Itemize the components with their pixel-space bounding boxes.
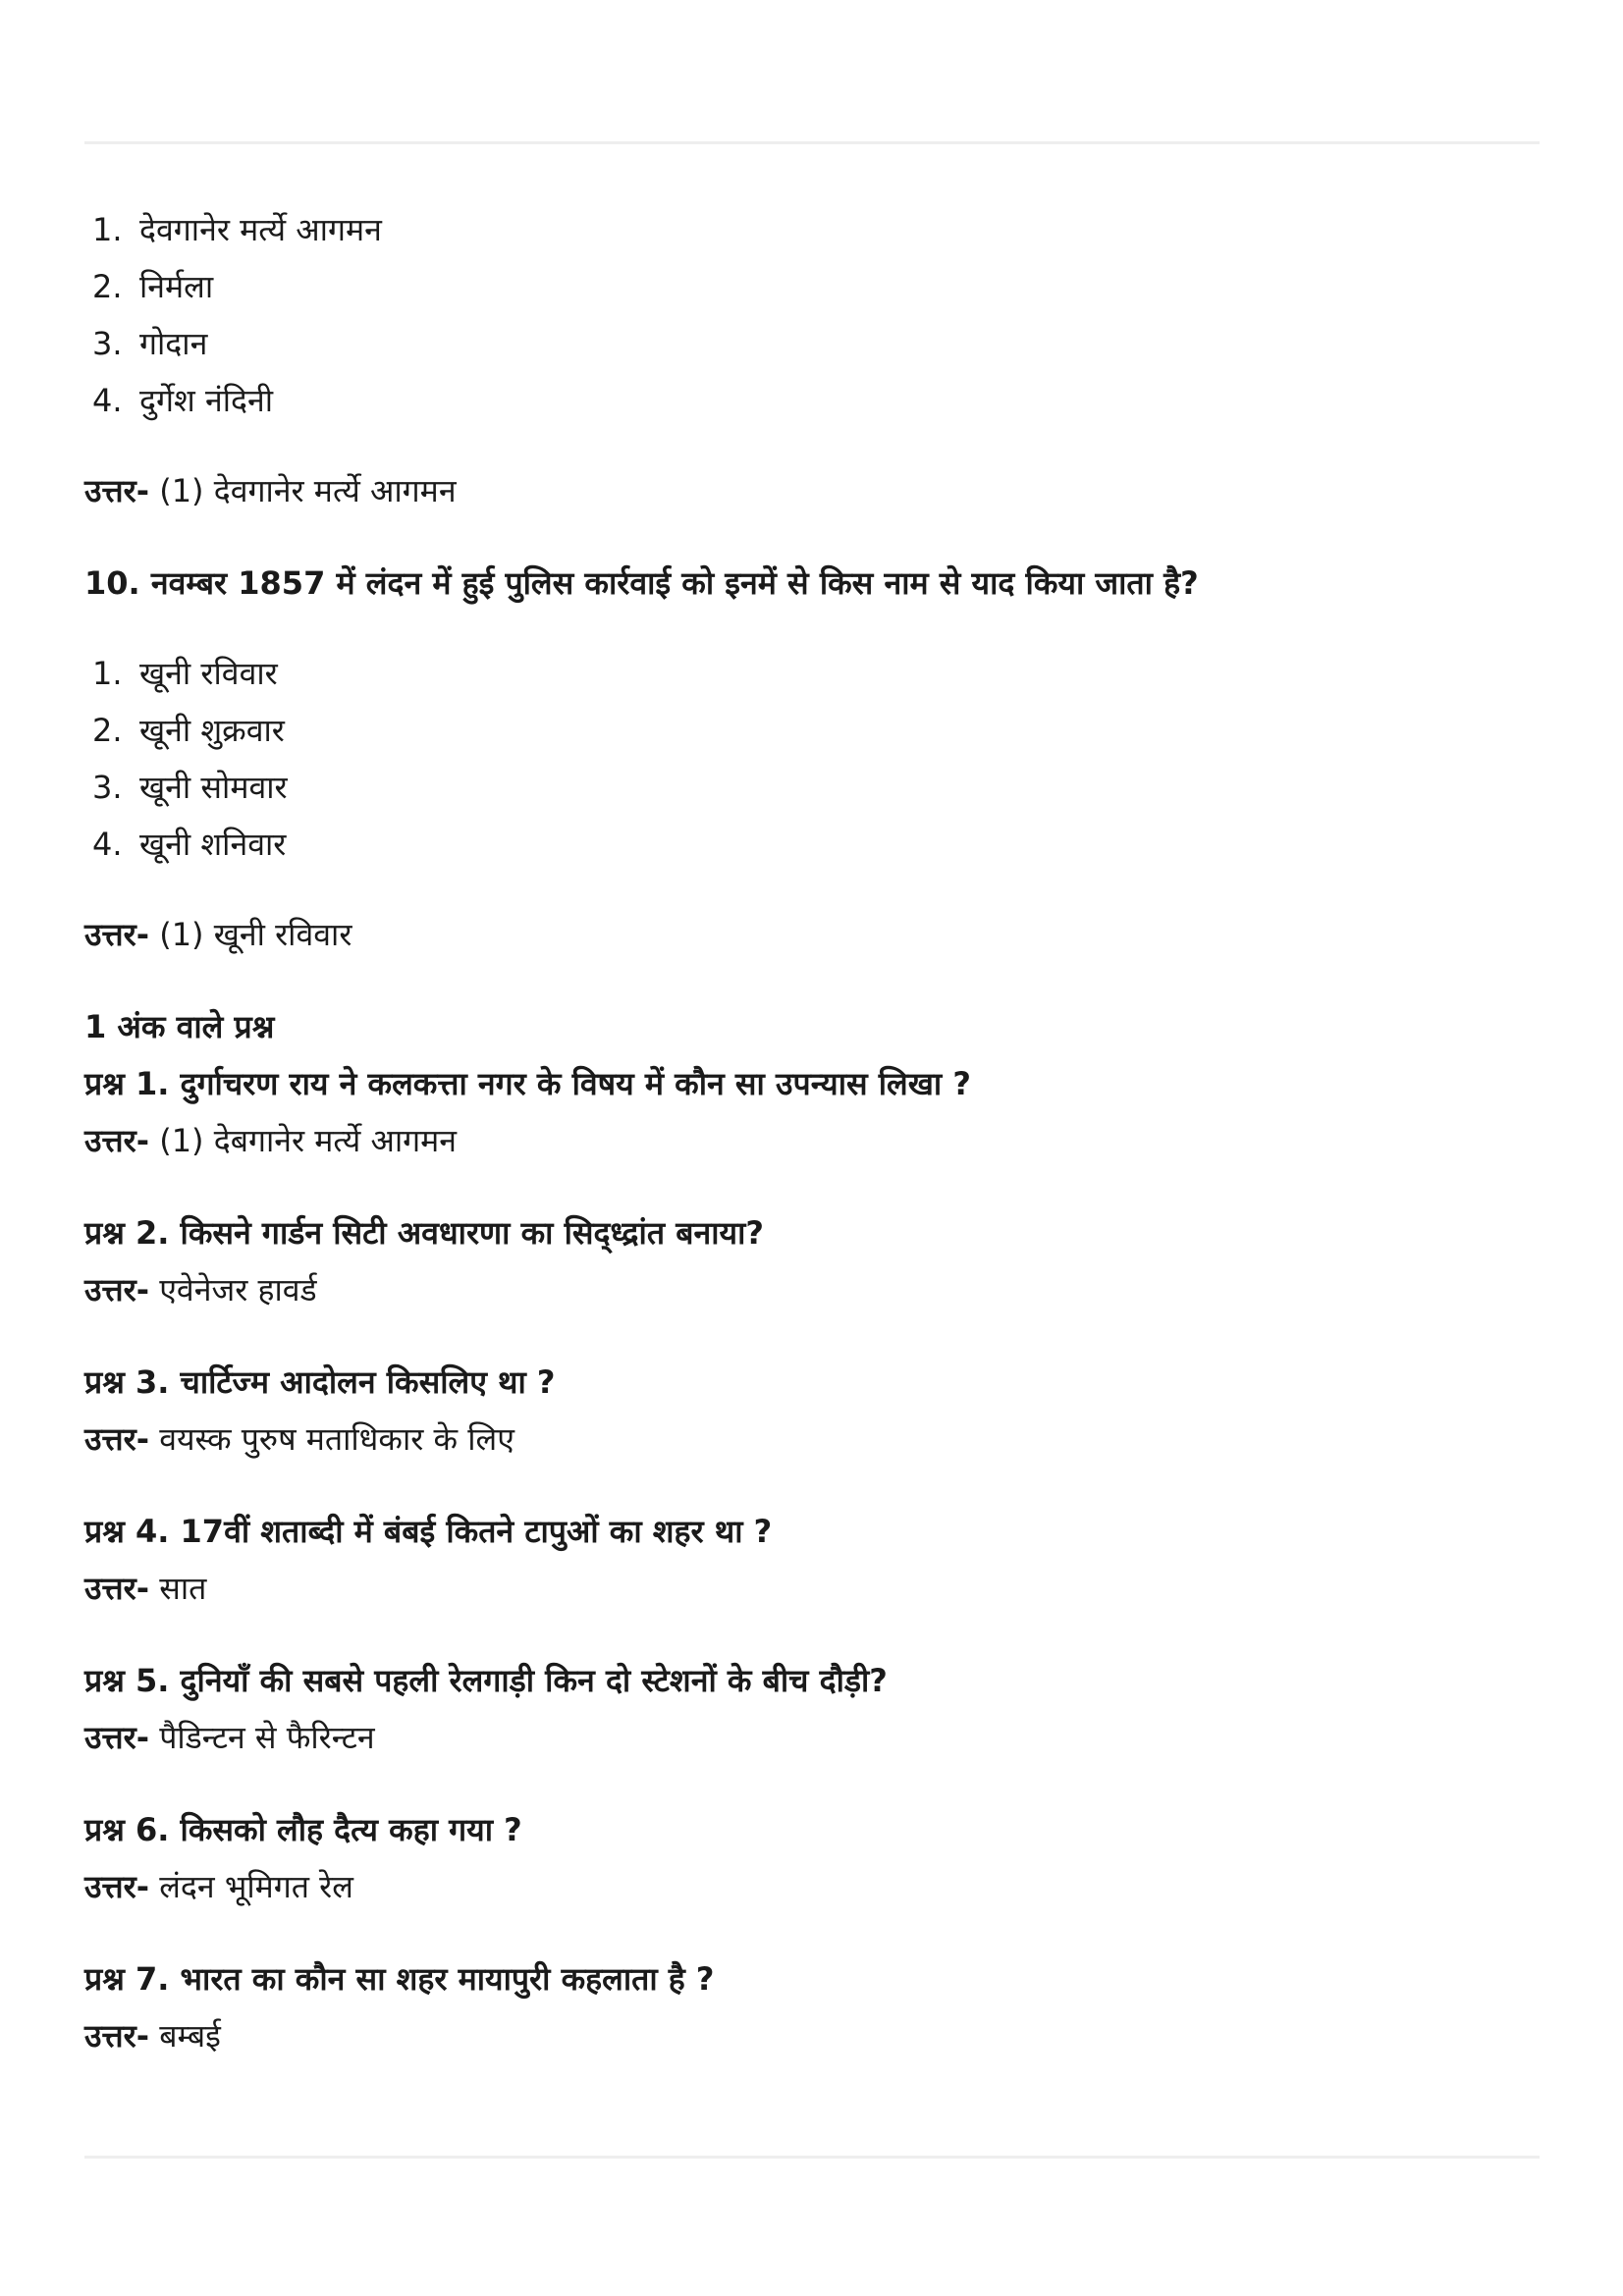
one-mark-question-6: प्रश्न 6. किसको लौह दैत्य कहा गया ? — [84, 1811, 522, 1848]
q10-option-2: 2. खूनी शुक्रवार — [92, 712, 285, 749]
one-mark-question-3: प्रश्न 3. चार्टिज्म आदोलन किसलिए था ? — [84, 1363, 556, 1401]
top-divider — [84, 141, 1540, 144]
one-mark-question-5: प्रश्न 5. दुनियाँ की सबसे पहली रेलगाड़ी किन दो स्टेशनों के बीच दौड़ी? — [84, 1662, 888, 1699]
q10-question: 10. नवम्बर 1857 में लंदन में हुई पुलिस कार्रवाई को इनमें से किस नाम से याद किया जाता है? — [84, 564, 1199, 602]
section-heading: 1 अंक वाले प्रश्न — [84, 1008, 275, 1045]
one-mark-answer-5: उत्तर- पैडिन्टन से फैरिन्टन — [84, 1719, 375, 1756]
one-mark-answer-7: उत्तर- बम्बई — [84, 2017, 221, 2055]
q10-answer: उत्तर- (1) खूनी रविवार — [84, 916, 352, 953]
one-mark-answer-3: उत्तर- वयस्क पुरुष मताधिकार के लिए — [84, 1420, 514, 1458]
one-mark-answer-4: उत्तर- सात — [84, 1570, 207, 1607]
one-mark-answer-2: उत्तर- एवेनेजर हावर्ड — [84, 1271, 317, 1308]
one-mark-question-2: प्रश्न 2. किसने गार्डन सिटी अवधारणा का सिद्ध्द्रांत बनाया? — [84, 1214, 764, 1252]
q9-answer: उत्तर- (1) देवगानेर मर्त्ये आगमन — [84, 472, 457, 509]
q9-option-4: 4. दुर्गेश नंदिनी — [92, 382, 274, 419]
q9-option-3: 3. गोदान — [92, 325, 208, 362]
q9-option-1: 1. देवगानेर मर्त्ये आगमन — [92, 211, 382, 248]
one-mark-question-1: प्रश्न 1. दुर्गाचरण राय ने कलकत्ता नगर के विषय में कौन सा उपन्यास लिखा ? — [84, 1065, 971, 1102]
one-mark-question-7: प्रश्न 7. भारत का कौन सा शहर मायापुरी कहलाता है ? — [84, 1960, 715, 1998]
q10-option-1: 1. खूनी रविवार — [92, 655, 278, 692]
bottom-divider — [84, 2156, 1540, 2159]
one-mark-question-4: प्रश्न 4. 17वीं शताब्दी में बंबई कितने टापुओं का शहर था ? — [84, 1513, 773, 1550]
q10-option-4: 4. खूनी शनिवार — [92, 826, 287, 863]
one-mark-answer-6: उत्तर- लंदन भूमिगत रेल — [84, 1868, 353, 1905]
q9-option-2: 2. निर्मला — [92, 268, 214, 305]
one-mark-answer-1: उत्तर- (1) देबगानेर मर्त्ये आगमन — [84, 1122, 458, 1159]
q10-option-3: 3. खूनी सोमवार — [92, 769, 288, 806]
